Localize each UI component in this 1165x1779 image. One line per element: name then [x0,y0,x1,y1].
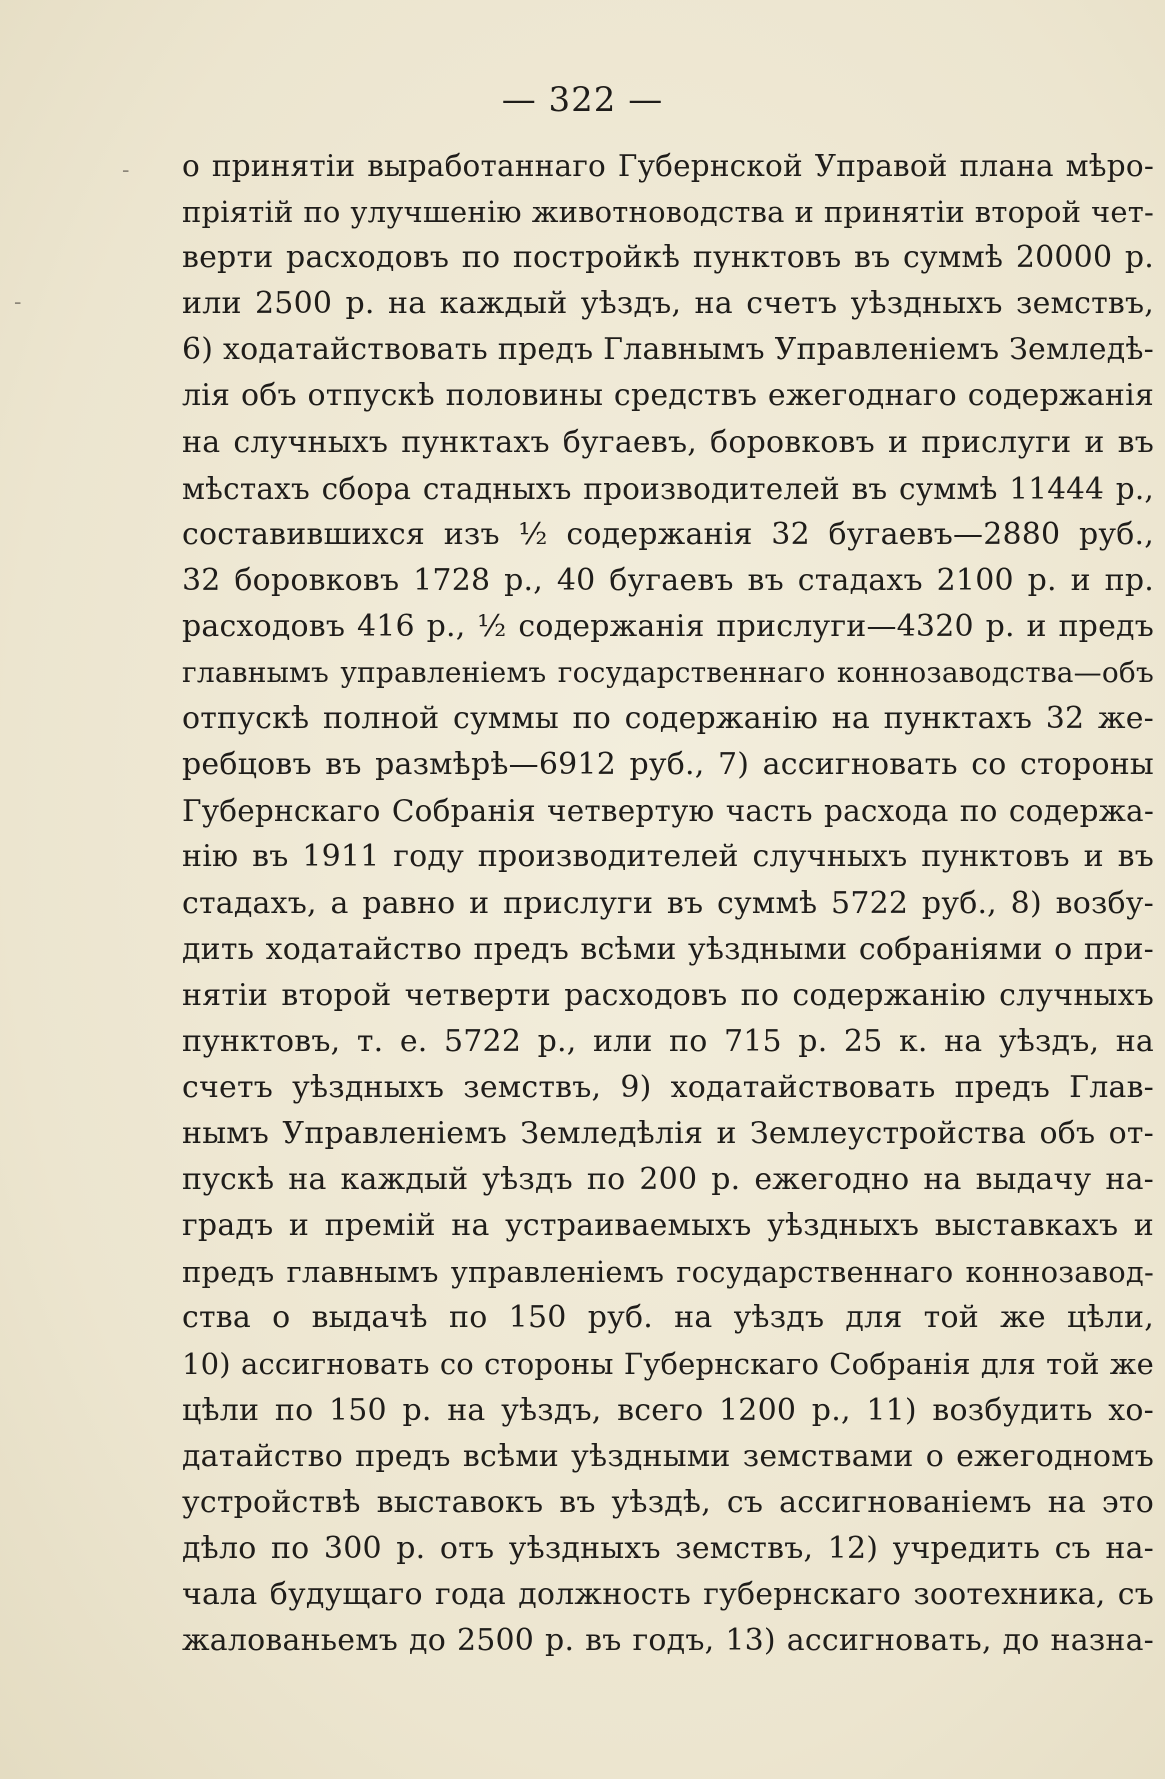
margin-mark: - [122,158,130,183]
text-line: Губернскаго Собранія четвертую часть расхода по содержа- [182,794,1154,829]
text-line: 10) ассигновать со стороны Губернскаго Собранія для той же [182,1347,1154,1382]
text-line: отпускѣ полной суммы по содержанію на пунктахъ 32 же- [182,701,1154,737]
text-line: градъ и премій на устраиваемыхъ уѣздныхъ выставкахъ и [182,1208,1154,1244]
page-number: — 322 — [501,80,664,120]
text-line: устройствѣ выставокъ въ уѣздѣ, съ ассигнованіемъ на это [182,1484,1154,1520]
text-line: на случныхъ пунктахъ бугаевъ, боровковъ и прислуги и въ [182,424,1154,460]
text-line: или 2500 р. на каждый уѣздъ, на счетъ уѣздныхъ земствъ, [182,286,1154,322]
text-line: предъ главнымъ управленіемъ государственнаго коннозавод- [182,1255,1154,1290]
body-text [182,143,1154,1664]
text-line: лія объ отпускѣ половины средствъ ежегоднаго содержанія [182,378,1154,414]
text-line: чала будущаго года должность губернскаго зоотехника, съ [182,1576,1154,1612]
text-line: расходовъ 416 р., ½ содержанія прислуги—4320 р. и предъ [182,608,1154,644]
text-line: 32 боровковъ 1728 р., 40 бугаевъ въ стадахъ 2100 р. и пр. [182,562,1154,598]
text-line: нятіи второй четверти расходовъ по содержанію случныхъ [182,977,1154,1013]
text-line: пріятій по улучшенію животноводства и принятіи второй чет- [182,195,1154,230]
text-line: мѣстахъ сбора стадныхъ производителей въ суммѣ 11444 р., [182,471,1154,506]
text-line: пускѣ на каждый уѣздъ по 200 р. ежегодно на выдачу на- [182,1162,1154,1198]
text-line: о принятіи выработаннаго Губернской Управой плана мѣро- [182,149,1154,183]
text-line: составившихся изъ ½ содержанія 32 бугаевъ—2880 руб., [182,516,1154,552]
text-line: дить ходатайство предъ всѣми уѣздными собраніями о при- [182,931,1154,967]
text-line: датайство предъ всѣми уѣздными земствами о ежегодномъ [182,1438,1154,1474]
text-line: цѣли по 150 р. на уѣздъ, всего 1200 р., 11) возбудить хо- [182,1392,1154,1428]
text-line: ребцовъ въ размѣрѣ—6912 руб., 7) ассигновать со стороны [182,747,1154,783]
text-line: 6) ходатайствовать предъ Главнымъ Управленіемъ Земледѣ- [182,332,1154,368]
text-line: верти расходовъ по постройкѣ пунктовъ въ суммѣ 20000 р. [182,240,1154,276]
text-line: ства о выдачѣ по 150 руб. на уѣздъ для той же цѣли, [182,1300,1154,1336]
text-line: пунктовъ, т. е. 5722 р., или по 715 р. 25 к. на уѣздъ, на [182,1023,1154,1059]
text-line: главнымъ управленіемъ государственнаго коннозаводства—объ [182,656,1154,690]
text-line: стадахъ, а равно и прислуги въ суммѣ 5722 руб., 8) возбу- [182,885,1154,921]
text-line: нію въ 1911 году производителей случныхъ пунктовъ и въ [182,839,1154,875]
margin-mark: - [14,290,22,315]
text-line: жалованьемъ до 2500 р. въ годъ, 13) ассигновать, до назна- [182,1623,1154,1658]
text-line: дѣло по 300 р. отъ уѣздныхъ земствъ, 12) учредить съ на- [182,1530,1154,1566]
text-line: нымъ Управленіемъ Земледѣлія и Землеустройства объ от- [182,1115,1154,1151]
text-line: счетъ уѣздныхъ земствъ, 9) ходатайствовать предъ Глав- [182,1069,1154,1105]
